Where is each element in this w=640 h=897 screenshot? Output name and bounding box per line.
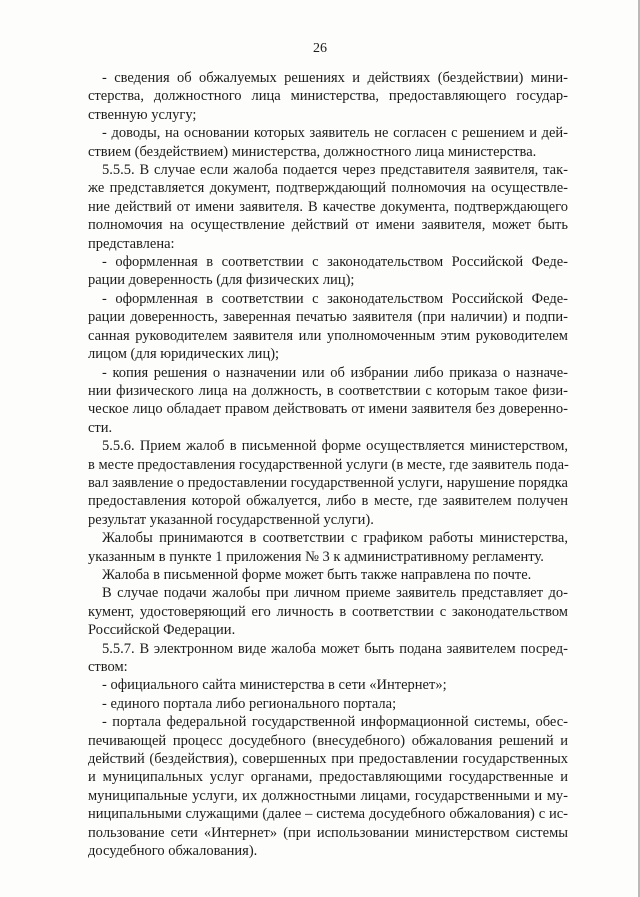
paragraph [88,161,568,253]
text-line: ниципальными служащими (далее – система досудебного обжалования) с ис- [88,806,568,823]
text-line: кумент, удостоверяющий его личность в соответствии с законодательством [88,603,568,620]
text-line: - оформленная в соответствии с законодательством Российской Феде- [102,254,568,271]
text-line: ствием (бездействием) министерства, должностного лица министерства. [88,143,537,160]
text-line: - оформленная в соответствии с законодательством Российской Феде- [102,290,568,307]
paragraph [88,290,568,364]
paragraph [88,364,568,438]
text-line: 5.5.7. В электронном виде жалоба может быть подана заявителем посред- [102,640,568,657]
text-line: - копия решения о назначении или об избрании либо приказа о назначе- [102,364,568,381]
text-line: - официального сайта министерства в сети «Интернет»; [102,677,447,694]
text-line: 5.5.6. Прием жалоб в письменной форме осуществляется министерством, [102,438,568,455]
text-line: печивающей процесс досудебного (внесудебного) обжалования решений и [88,732,568,749]
paragraph [88,713,568,860]
text-line: и муниципальных услуг органами, предоставляющими государственные и [88,769,568,786]
text-line: В случае подачи жалобы при личном приеме заявитель представляет до- [102,585,568,602]
text-line: представлена: [88,235,175,252]
text-line: вал заявление о предоставлении государственной услуги, нарушение порядка [88,474,568,491]
text-line: полномочия на осуществление действий от имени заявителя, может быть [88,217,568,234]
text-line: сти. [88,419,113,436]
text-line: нии физического лица на должность, в соответствии с которым такое физи- [88,382,568,399]
text-line: ние действий от имени заявителя. В качестве документа, подтверждающего [88,198,568,215]
text-line: в месте предоставления государственной услуги (в месте, где заявитель пода- [88,456,569,473]
text-line: ческое лицо обладает правом действовать от имени заявителя без доверенно- [88,401,568,418]
text-line: лицом (для юридических лиц); [88,346,280,363]
text-line: - сведения об обжалуемых решениях и действиях (бездействии) мини- [102,70,568,86]
text-line: санная руководителем заявителя или уполномоченным этим руководителем [88,327,568,344]
text-line: указанным в пункте 1 приложения № 3 к административному регламенту. [88,548,544,565]
paragraph [88,69,568,124]
text-line: действий (бездействия), совершенных при предоставлении государственных [88,751,568,768]
paragraph [88,253,568,290]
text-line: - единого портала либо регионального портала; [102,695,397,712]
page-number: 26 [313,41,327,56]
text-line: Российской Федерации. [88,622,236,639]
paragraph [88,695,568,713]
text-line: Жалобы принимаются в соответствии с графиком работы министерства, [102,530,568,547]
paragraph [88,124,568,161]
text-line: муниципальные услуги, их должностными лицами, государственными и му- [88,787,568,804]
text-line: - доводы, на основании которых заявитель не согласен с решением и дей- [102,125,568,142]
text-line: стерства, должностного лица министерства, предоставляющего государ- [88,88,568,105]
text-line: ственную услугу; [88,106,197,123]
text-line: досудебного обжалования). [88,843,258,860]
paragraph [88,566,568,584]
text-line: - портала федеральной государственной информационной системы, обес- [102,714,568,731]
paragraph [88,676,568,694]
text-line: 5.5.5. В случае если жалоба подается через представителя заявителя, так- [102,162,568,179]
text-line: предоставления которой обжалуется, либо в месте, где заявителем получен [88,493,568,510]
text-line: ством: [88,659,128,675]
document-body [88,69,568,860]
paragraph [88,584,568,639]
paragraph [88,437,568,529]
text-line: рации доверенность, заверенная печатью заявителя (при наличии) и подпи- [88,309,568,326]
text-line: же представляется документ, подтверждающий полномочия на осуществле- [88,180,568,197]
text-line: рации доверенность (для физических лиц); [88,272,355,289]
text-line: пользование сети «Интернет» (при использовании министерством системы [88,824,568,841]
paragraph [88,529,568,566]
text-line: результат указанной государственной услуги). [88,511,374,528]
text-line: Жалоба в письменной форме может быть также направлена по почте. [102,566,532,583]
paragraph [88,640,568,677]
